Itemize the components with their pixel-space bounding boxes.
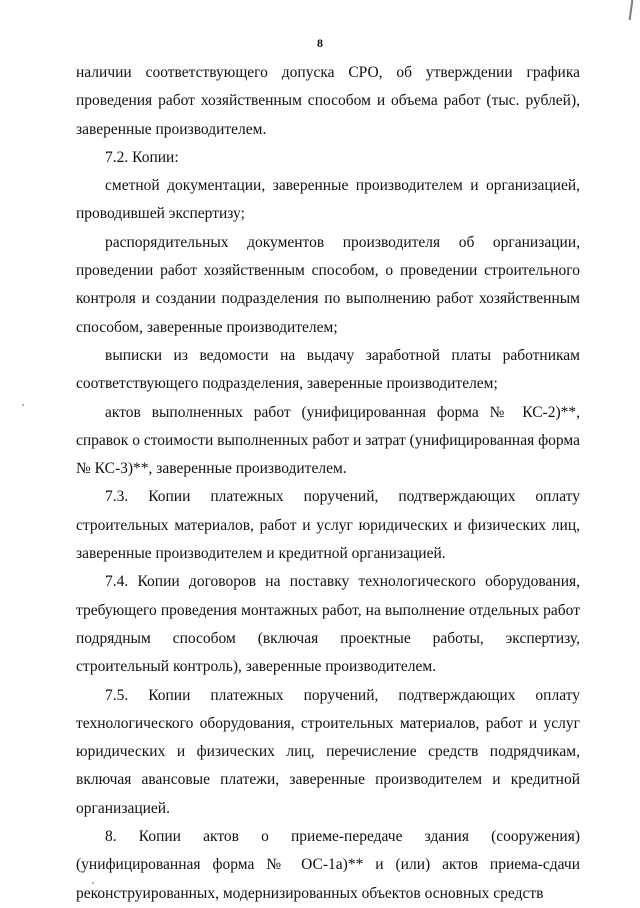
paragraph-payroll-extracts: выписки из ведомости на выдачу заработной платы работникам соответствующего подразделения, заверенные производителем;: [76, 346, 580, 393]
paragraph-estimate-docs: сметной документации, заверенные производителем и организацией, проводившей экспертизу;: [76, 177, 580, 223]
scan-speck: [22, 404, 24, 406]
paragraph-administrative-docs: распорядительных документов производителя об организации, проведении работ хозяйственным способом, о проведении строительного контроля и создании подразделения по выполнению работ хозяйственным способом, заверенные производителем;: [76, 233, 580, 336]
paragraph-continuation: наличии соответствующего допуска СРО, об утверждении графика проведения работ хозяйственным способом и объема работ (тыс. рублей), заверенные производителем.: [76, 64, 580, 138]
paragraph-7-2-heading: 7.2. Копии:: [105, 148, 179, 166]
page-number: 8: [317, 36, 323, 50]
paragraph-7-3: 7.3. Копии платежных поручений, подтверждающих оплату строительных материалов, работ и услуг юридических и физических лиц, заверенные производителем и кредитной организацией.: [76, 488, 580, 563]
paragraph-work-acts: актов выполненных работ (унифицированная форма № КС-2)**, справок о стоимости выполненных работ и затрат (унифицированная форма № КС-3)**, заверенные производителем.: [76, 403, 580, 478]
scan-edge-mark: [629, 0, 634, 20]
paragraph-8: 8. Копии актов о приеме-передаче здания (сооружения) (унифицированная форма № ОС-1а)** и (или) актов приема-сдачи реконструированных, модернизированных объектов основных средств: [76, 828, 580, 902]
paragraph-7-4: 7.4. Копии договоров на поставку технологического оборудования, требующего проведения монтажных работ, на выполнение отдельных работ подрядным способом (включая проектные работы, экспертизу, строительный контроль), заверенные производителем.: [76, 573, 580, 676]
document-body: [76, 59, 580, 908]
paragraph-7-5: 7.5. Копии платежных поручений, подтверждающих оплату технологического оборудования, строительных материалов, работ и услуг юридических и физических лиц, перечисление средств подрядчикам, включая авансовые платежи, заверенные производителем и кредитной организацией.: [76, 686, 580, 817]
